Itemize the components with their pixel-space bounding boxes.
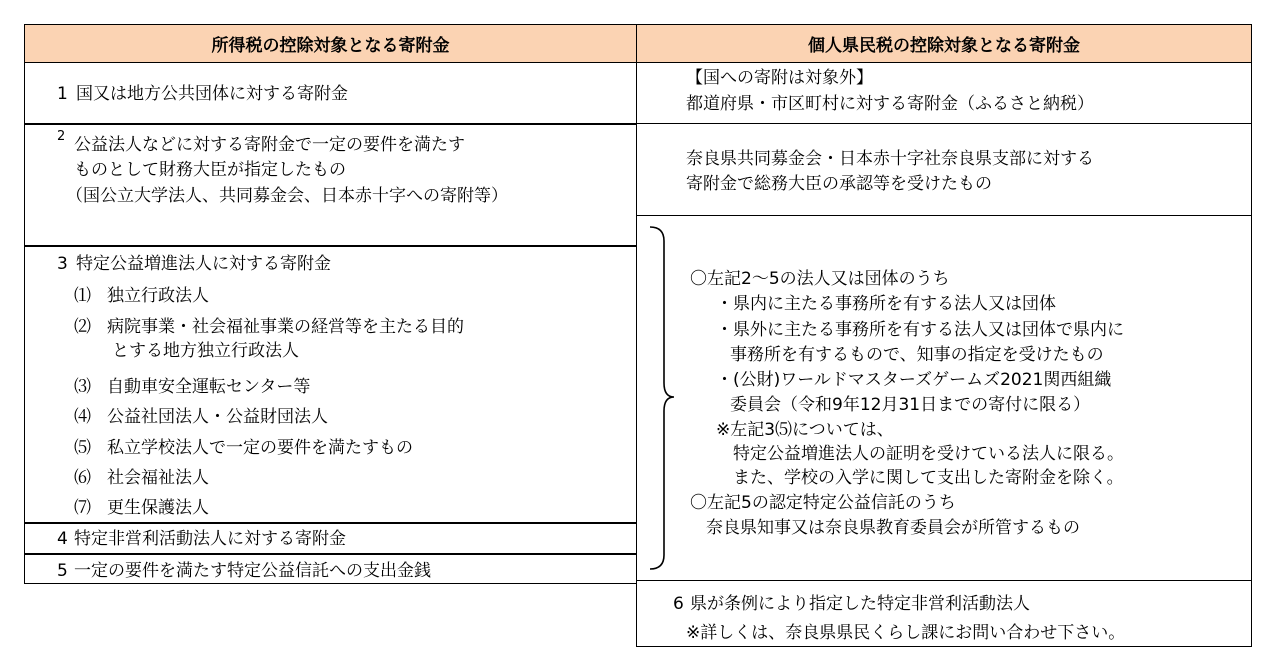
box4-number: 6	[673, 594, 684, 614]
sub2-number: ⑵	[74, 317, 91, 337]
box4-line2: ※詳しくは、奈良県県民くらし課にお問い合わせ下さい。	[686, 623, 1126, 643]
box3-line11: 奈良県知事又は奈良県教育委員会が所管するもの	[706, 518, 1080, 538]
sub5-text: 私立学校法人で一定の要件を満たすもの	[107, 438, 413, 458]
item3-text: 特定公益増進法人に対する寄附金	[76, 254, 331, 274]
item2-number: 2	[57, 129, 66, 144]
sub4-number: ⑷	[74, 407, 91, 427]
item5-number: 5	[57, 561, 68, 581]
sub1-number: ⑴	[74, 286, 91, 306]
resident-tax-header-text: 個人県民税の控除対象となる寄附金	[808, 36, 1080, 56]
box3-line9: また、学校の入学に関して支出した寄附金を除く。	[733, 468, 1124, 488]
sub1-text: 独立行政法人	[107, 286, 209, 306]
item4-text: 特定非営利活動法人に対する寄附金	[74, 529, 346, 549]
box1-line1: 【国への寄附は対象外】	[686, 68, 873, 88]
box3-line8: 特定公益増進法人の証明を受けている法人に限る。	[733, 444, 1124, 464]
item1-text: 国又は地方公共団体に対する寄附金	[76, 84, 348, 104]
sub2-line2: とする地方独立行政法人	[112, 341, 299, 361]
box3-line10: 〇左記5の認定特定公益信託のうち	[690, 493, 956, 513]
box3-line2: ・県内に主たる事務所を有する法人又は団体	[716, 294, 1056, 314]
sub4-text: 公益社団法人・公益財団法人	[107, 407, 328, 427]
box3-line3: ・県外に主たる事務所を有する法人又は団体で県内に	[716, 320, 1124, 340]
sub7-text: 更生保護法人	[107, 498, 209, 518]
divider-row2	[24, 245, 637, 247]
income-tax-header-text: 所得税の控除対象となる寄附金	[211, 36, 450, 56]
item2-line1: 公益法人などに対する寄附金で一定の要件を満たす	[74, 135, 465, 155]
item3-number: 3	[57, 254, 68, 274]
sub6-number: ⑹	[74, 468, 91, 488]
box1-line2: 都道府県・市区町村に対する寄附金（ふるさと納税）	[686, 94, 1094, 114]
box3-line4: 事務所を有するもので、知事の指定を受けたもの	[730, 345, 1104, 365]
income-tax-header	[24, 24, 637, 63]
box2-line1: 奈良県共同募金会・日本赤十字社奈良県支部に対する	[686, 149, 1094, 169]
item2-line3: （国公立大学法人、共同募金会、日本赤十字への寄附等）	[66, 186, 508, 206]
box2-line2: 寄附金で総務大臣の承認等を受けたもの	[686, 174, 992, 194]
sub7-number: ⑺	[74, 498, 91, 518]
box3-line1: 〇左記2～5の法人又は団体のうち	[690, 269, 950, 289]
box3-line7: ※左記3⑸については、	[716, 420, 894, 440]
divider-row3	[24, 522, 637, 524]
divider-row4	[24, 553, 637, 555]
item4-number: 4	[57, 529, 68, 549]
box3-line5: ・(公財)ワールドマスターズゲームズ2021関西組織	[716, 370, 1112, 390]
item5-text: 一定の要件を満たす特定公益信託への支出金銭	[74, 561, 431, 581]
bracket-brace-icon	[640, 225, 680, 575]
box3-line6: 委員会（令和9年12月31日までの寄付に限る）	[730, 395, 1091, 415]
sub5-number: ⑸	[74, 438, 91, 458]
box4-line1: 県が条例により指定した特定非営利活動法人	[690, 594, 1030, 614]
resident-tax-header	[636, 24, 1252, 63]
divider-row1	[24, 123, 637, 125]
item1-number: 1	[57, 84, 68, 104]
sub6-text: 社会福祉法人	[107, 468, 209, 488]
sub3-number: ⑶	[74, 377, 91, 397]
sub3-text: 自動車安全運転センター等	[107, 377, 311, 397]
sub2-line1: 病院事業・社会福祉事業の経営等を主たる目的	[107, 317, 464, 337]
item2-line2: ものとして財務大臣が指定したもの	[74, 160, 346, 180]
